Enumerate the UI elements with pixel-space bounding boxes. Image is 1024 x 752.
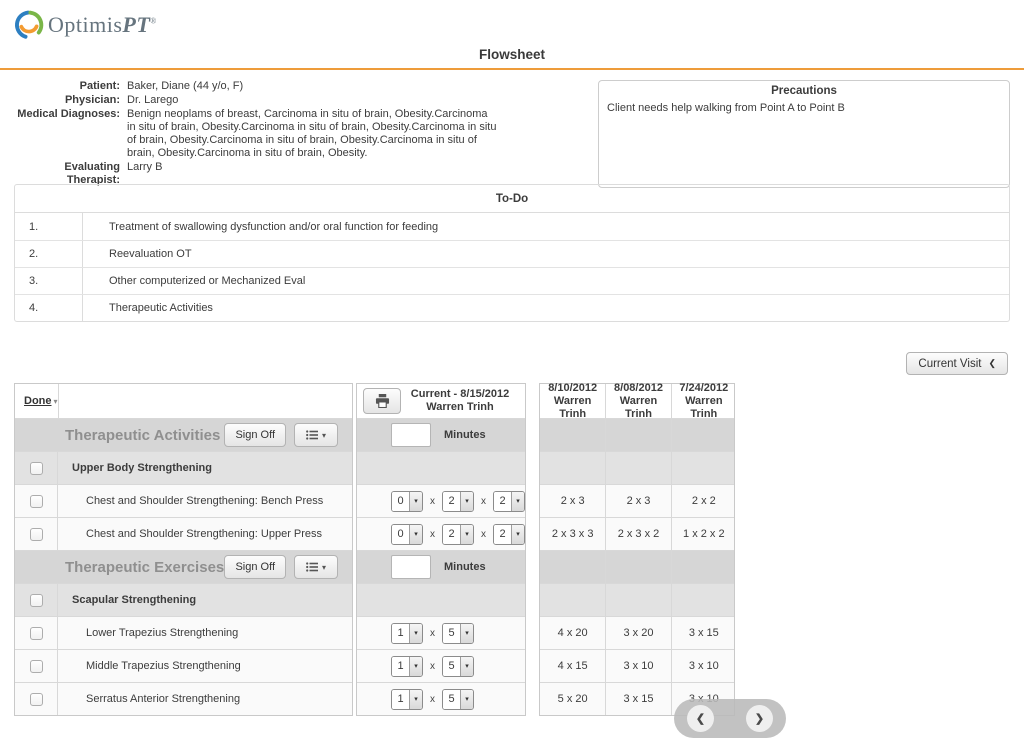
value-select[interactable] <box>493 491 525 512</box>
history-value-cell: 5 x 20 <box>557 693 588 705</box>
chevron-left-icon: ❮ <box>695 713 706 725</box>
chevron-down-icon: ▾ <box>321 562 326 572</box>
chevron-down-icon: ▾ <box>409 525 422 544</box>
history-value-cell <box>671 584 736 616</box>
history-date: 7/24/2012 <box>679 381 729 394</box>
select-value: 5 <box>443 657 460 676</box>
history-header-row <box>540 381 734 420</box>
info-section <box>14 80 1010 188</box>
history-date: 8/08/2012 <box>614 381 663 394</box>
visit-pager <box>674 699 786 738</box>
exercise-name: Chest and Shoulder Strengthening: Bench Press <box>86 495 324 507</box>
todo-row <box>15 294 1009 321</box>
value-select[interactable] <box>391 491 423 512</box>
current-visit-table <box>356 383 526 716</box>
history-value-cell: 4 x 15 <box>557 660 588 672</box>
select-value: 0 <box>392 525 409 544</box>
flowsheet-row-exercise <box>15 517 352 550</box>
todo-row <box>15 240 1009 267</box>
sign-off-button[interactable]: Sign Off <box>224 423 286 447</box>
list-menu-button[interactable] <box>294 555 338 579</box>
history-value-cell: 3 x 15 <box>605 683 670 715</box>
history-column-header <box>540 381 605 420</box>
history-value-cell <box>540 452 605 484</box>
history-value-cell: 3 x 20 <box>605 617 670 649</box>
select-value: 1 <box>392 690 409 709</box>
todo-item-text: Therapeutic Activities <box>109 302 213 314</box>
value-select[interactable] <box>442 491 474 512</box>
chevron-down-icon: ▾ <box>460 657 473 676</box>
history-rows <box>540 418 734 715</box>
minutes-label: Minutes <box>444 561 486 573</box>
minutes-label: Minutes <box>444 429 486 441</box>
flowsheet-header-row <box>15 384 352 418</box>
current-column-header <box>357 384 525 418</box>
logo-wordmark <box>48 12 157 38</box>
chevron-left-icon: ❮ <box>988 358 996 368</box>
chevron-down-icon: ▾ <box>511 525 524 544</box>
todo-item-number: 4. <box>15 295 83 321</box>
flowsheet-row-exercise <box>15 616 352 649</box>
current-row-category <box>357 583 525 616</box>
current-visit-rows <box>357 418 525 715</box>
history-table <box>539 383 735 716</box>
checkbox-cell <box>15 584 58 616</box>
todo-item-text: Treatment of swallowing dysfunction and/or oral function for feeding <box>109 220 439 233</box>
select-value: 2 <box>494 525 511 544</box>
history-value-cell <box>671 452 736 484</box>
current-row-exercise <box>357 616 525 649</box>
physician-label: Physician: <box>64 94 120 106</box>
times-separator: x <box>481 495 486 507</box>
chevron-right-icon: ❯ <box>754 713 765 725</box>
diagnoses-label: Medical Diagnoses: <box>17 108 120 120</box>
flowsheet-row-section <box>15 550 352 583</box>
times-separator: x <box>430 495 435 507</box>
current-row-section <box>357 418 525 451</box>
value-select[interactable] <box>493 524 525 545</box>
category-title: Scapular Strengthening <box>72 594 197 606</box>
physician-row <box>14 94 598 107</box>
optimispt-logo-icon <box>14 10 44 40</box>
patient-row <box>14 80 598 93</box>
exercise-name: Middle Trapezius Strengthening <box>86 660 241 672</box>
diagnoses-row <box>14 108 598 160</box>
exercise-name: Chest and Shoulder Strengthening: Upper Press <box>86 528 323 540</box>
current-row-exercise <box>357 517 525 550</box>
history-row-exercise <box>540 649 734 682</box>
history-value-cell: 2 x 3 x 3 <box>551 528 594 540</box>
optimispt-logo <box>14 10 157 40</box>
history-row-section <box>540 418 734 451</box>
todo-row <box>15 267 1009 294</box>
page-title: Flowsheet <box>478 47 545 62</box>
select-value: 2 <box>443 525 460 544</box>
value-select[interactable] <box>391 689 423 710</box>
chevron-down-icon: ▾ <box>460 624 473 643</box>
history-value-cell <box>605 584 670 616</box>
category-title: Upper Body Strengthening <box>72 462 212 474</box>
row-checkbox[interactable] <box>30 462 43 475</box>
history-therapist: Warren Trinh <box>685 394 723 420</box>
flowsheet-left-rows <box>15 418 352 715</box>
chevron-down-icon: ▾ <box>321 430 326 440</box>
history-value-cell: 3 x 10 <box>605 650 670 682</box>
select-value: 5 <box>443 624 460 643</box>
logo-text-main: Optimis <box>48 12 123 37</box>
page-header <box>0 0 1024 70</box>
history-value-cell: 2 x 3 <box>605 485 670 517</box>
current-visit-button[interactable] <box>906 352 1008 375</box>
precautions-text: Client needs help walking from Point A to Point B <box>607 102 845 114</box>
sign-off-button[interactable]: Sign Off <box>224 555 286 579</box>
list-menu-button[interactable] <box>294 423 338 447</box>
history-value-cell: 3 x 10 <box>671 650 736 682</box>
exercise-name: Lower Trapezius Strengthening <box>86 627 239 639</box>
history-row-section <box>540 550 734 583</box>
history-row-category <box>540 451 734 484</box>
section-title: Therapeutic Activities <box>65 426 221 444</box>
history-value-cell: 3 x 15 <box>671 617 736 649</box>
todo-rows <box>15 213 1009 321</box>
select-value: 5 <box>443 690 460 709</box>
section-buttons <box>224 423 352 447</box>
current-visit-label: Current Visit <box>918 357 982 370</box>
chevron-down-icon: ▾ <box>511 492 524 511</box>
exercise-name: Serratus Anterior Strengthening <box>86 693 241 705</box>
done-column-header[interactable] <box>15 384 59 418</box>
history-row-exercise <box>540 484 734 517</box>
history-value-cell: 2 x 2 <box>671 485 736 517</box>
value-select[interactable] <box>391 656 423 677</box>
flowsheet-row-section <box>15 418 352 451</box>
chevron-down-icon: ▾ <box>460 690 473 709</box>
checkbox-cell <box>15 617 58 649</box>
select-value: 2 <box>443 492 460 511</box>
todo-row <box>15 213 1009 240</box>
value-select[interactable] <box>391 623 423 644</box>
todo-item-number: 3. <box>15 268 83 294</box>
flowsheet-row-category <box>15 451 352 484</box>
todo-item-number: 1. <box>15 213 83 240</box>
value-select[interactable] <box>442 524 474 545</box>
history-therapist: Warren Trinh <box>553 394 592 420</box>
flowsheet-row-exercise <box>15 484 352 517</box>
select-value: 1 <box>392 657 409 676</box>
history-value-cell: 4 x 20 <box>557 627 588 639</box>
print-button[interactable] <box>363 388 401 414</box>
done-header-label[interactable]: Done <box>24 395 52 407</box>
history-row-exercise <box>540 616 734 649</box>
precautions-title: Precautions <box>771 85 837 97</box>
current-row-exercise <box>357 649 525 682</box>
todo-item-text: Reevaluation OT <box>109 248 192 260</box>
current-therapist: Warren Trinh <box>426 401 494 413</box>
times-separator: x <box>430 627 435 639</box>
row-checkbox[interactable] <box>30 693 43 706</box>
row-checkbox[interactable] <box>30 627 43 640</box>
checkbox-cell <box>15 485 58 517</box>
row-checkbox[interactable] <box>30 660 43 673</box>
select-value: 0 <box>392 492 409 511</box>
history-value-cell: 1 x 2 x 2 <box>671 518 736 550</box>
value-select[interactable] <box>442 656 474 677</box>
section-title: Therapeutic Exercises <box>65 558 225 576</box>
todo-table <box>14 184 1010 322</box>
value-select[interactable] <box>391 524 423 545</box>
history-value-cell <box>540 584 605 616</box>
row-checkbox[interactable] <box>30 594 43 607</box>
list-icon <box>306 430 318 440</box>
checkbox-cell <box>15 518 58 550</box>
physician-value: Dr. Larego <box>127 94 179 106</box>
history-value-cell <box>605 551 670 583</box>
history-value-cell <box>540 419 605 451</box>
chevron-down-icon: ▾ <box>53 396 58 406</box>
todo-item-number: 2. <box>15 241 83 267</box>
chevron-down-icon: ▾ <box>409 492 422 511</box>
pager-previous-button[interactable] <box>687 705 714 732</box>
checkbox-cell <box>15 452 58 484</box>
flowsheet-row-category <box>15 583 352 616</box>
logo-registered-mark: ® <box>150 16 157 26</box>
chevron-down-icon: ▾ <box>409 657 422 676</box>
current-row-section <box>357 550 525 583</box>
checkbox-cell <box>15 650 58 682</box>
history-row-category <box>540 583 734 616</box>
chevron-down-icon: ▾ <box>460 525 473 544</box>
patient-label: Patient: <box>79 80 120 92</box>
current-row-category <box>357 451 525 484</box>
history-column-header <box>671 381 736 420</box>
patient-info <box>14 80 598 188</box>
current-row-exercise <box>357 682 525 715</box>
history-value-cell: 2 x 3 <box>560 495 585 507</box>
current-row-exercise <box>357 484 525 517</box>
printer-icon <box>375 394 390 408</box>
precautions-box <box>598 80 1010 188</box>
logo-text-pt: PT <box>122 12 151 37</box>
history-column-header <box>605 381 670 420</box>
flowsheet-main-table <box>14 383 353 716</box>
history-value-cell <box>540 551 605 583</box>
history-date: 8/10/2012 <box>548 381 598 394</box>
chevron-down-icon: ▾ <box>409 624 422 643</box>
history-value-cell <box>671 419 736 451</box>
history-value-cell <box>671 551 736 583</box>
current-column-title <box>401 388 519 414</box>
times-separator: x <box>430 528 435 540</box>
therapist-label: Evaluating Therapist: <box>64 161 120 186</box>
minutes-input[interactable] <box>391 555 431 579</box>
select-value: 2 <box>494 492 511 511</box>
history-row-exercise <box>540 517 734 550</box>
history-value-cell <box>605 419 670 451</box>
row-checkbox[interactable] <box>30 528 43 541</box>
flowsheet-row-exercise <box>15 649 352 682</box>
select-value: 1 <box>392 624 409 643</box>
todo-header: To-Do <box>15 185 1009 213</box>
times-separator: x <box>481 528 486 540</box>
todo-item-text: Other computerized or Mechanized Eval <box>109 275 306 287</box>
section-buttons <box>224 555 352 579</box>
value-select[interactable] <box>442 689 474 710</box>
list-icon <box>306 562 318 572</box>
history-value-cell <box>605 452 670 484</box>
history-value-cell: 2 x 3 x 2 <box>605 518 670 550</box>
current-date: Current - 8/15/2012 <box>410 388 510 400</box>
flowsheet-row-exercise <box>15 682 352 715</box>
patient-value: Baker, Diane (44 y/o, F) <box>127 80 244 92</box>
chevron-down-icon: ▾ <box>460 492 473 511</box>
history-therapist: Warren Trinh <box>619 394 658 420</box>
pager-next-button[interactable] <box>746 705 773 732</box>
chevron-down-icon: ▾ <box>409 690 422 709</box>
row-checkbox[interactable] <box>30 495 43 508</box>
times-separator: x <box>430 693 435 705</box>
diagnoses-value: Benign neoplams of breast, Carcinoma in situ of brain, Obesity.Carcinoma in situ of brain, Obesity.Carcinoma in situ of brain, Obesity.Carcinoma in situ of brain, Obesity.Carcinoma in situ of brain, Obesity.Carcinoma in situ of brain, Obesity.Carcinoma in situ of brain, Obesity. <box>127 108 497 159</box>
value-select[interactable] <box>442 623 474 644</box>
therapist-value: Larry B <box>127 161 163 173</box>
times-separator: x <box>430 660 435 672</box>
checkbox-cell <box>15 683 58 715</box>
minutes-input[interactable] <box>391 423 431 447</box>
